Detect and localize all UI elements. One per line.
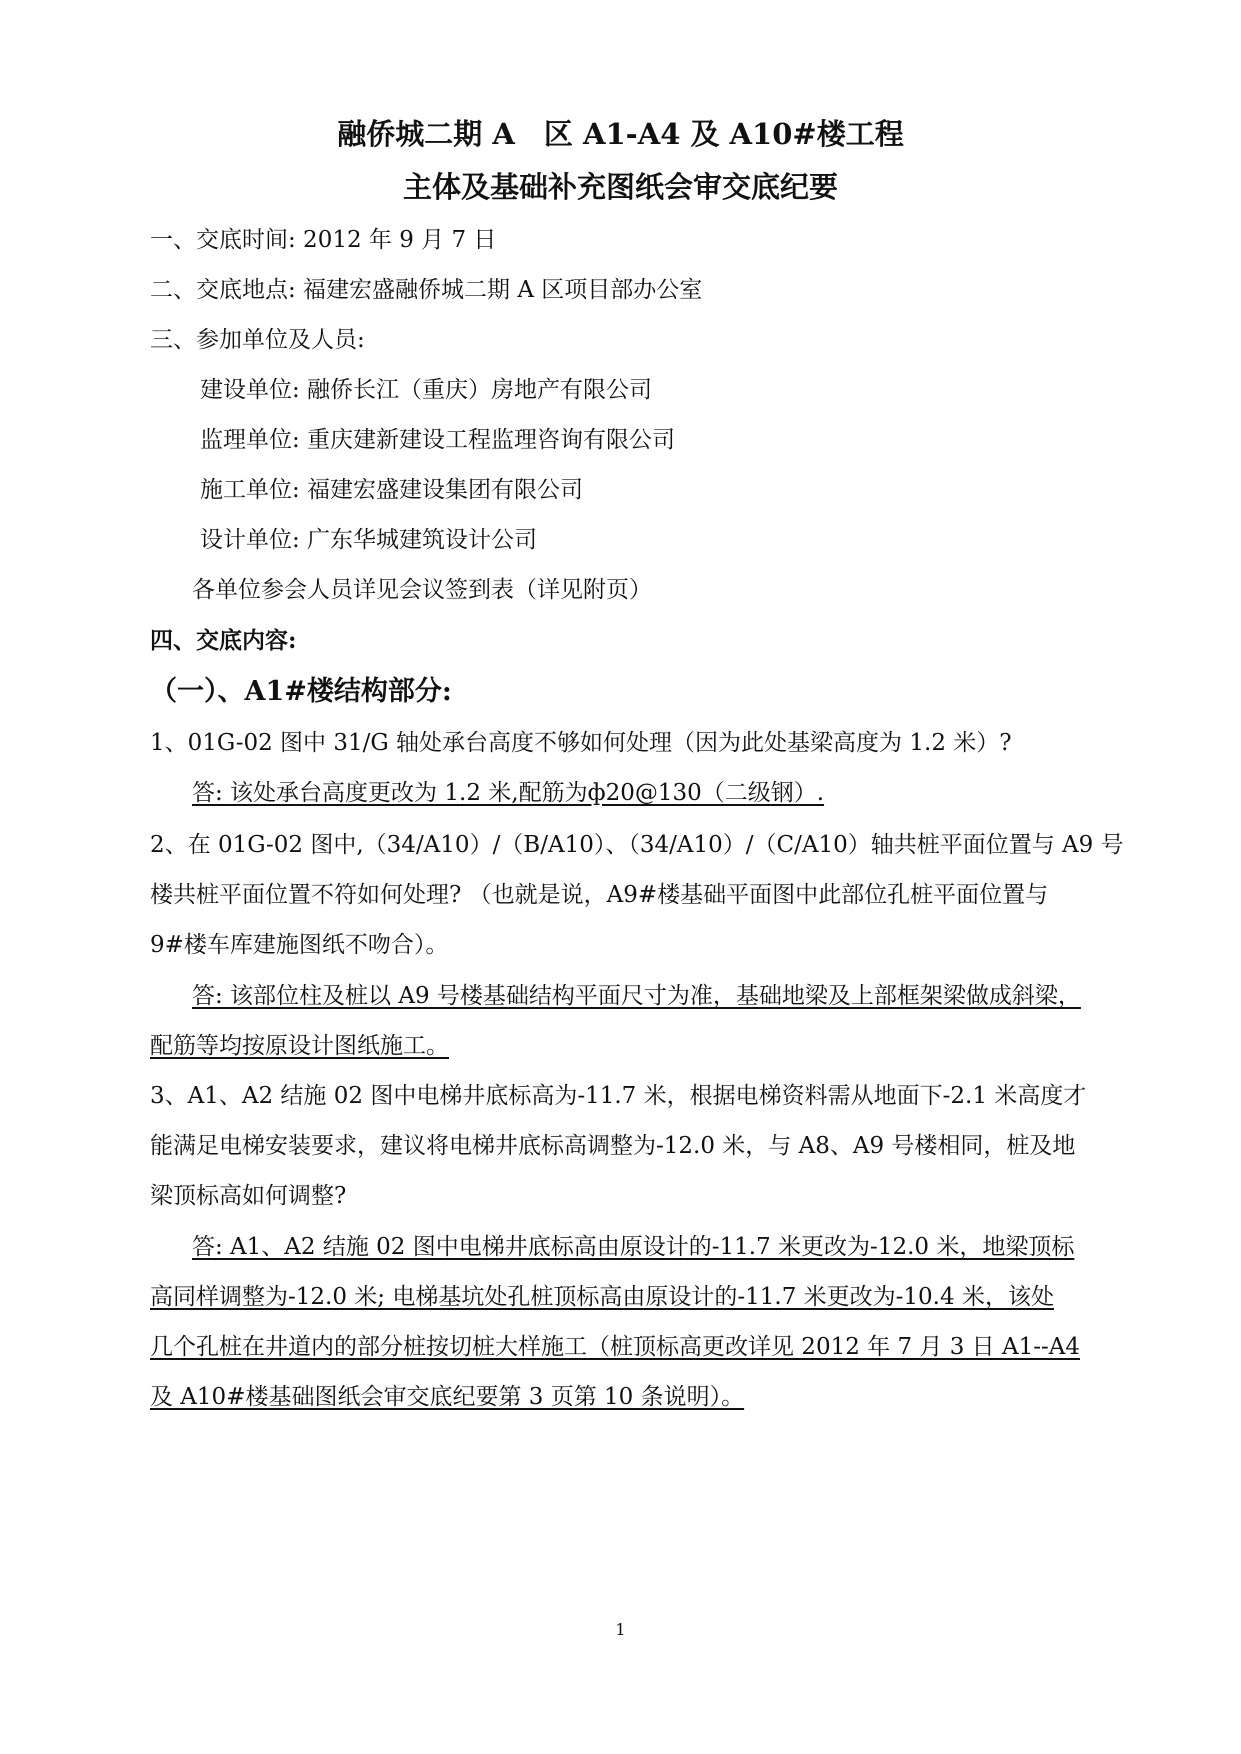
item-3-answer-line-4: 及 A10#楼基础图纸会审交底纪要第 3 页第 10 条说明）。 [150,1384,745,1410]
item-3-question-line-2: 能满足电梯安装要求，建议将电梯井底标高调整为-12.0 米，与 A8、A9 号楼相同，桩及地 [150,1133,1076,1159]
content-heading: 四、交底内容: [150,627,297,654]
item-2-answer-line-1: 答: 该部位柱及桩以 A9 号楼基础结构平面尺寸为准，基础地梁及上部框架梁做成斜梁， [192,983,1081,1009]
item-1-question: 1、01G-02 图中 31/G 轴处承台高度不够如何处理（因为此处基梁高度为 1.2 米）? [150,730,1012,756]
item-3-answer-line-2: 高同样调整为-12.0 米; 电梯基坑处孔桩顶标高由原设计的-11.7 米更改为-10.4 米，该处 [150,1284,1054,1310]
item-1-answer: 答: 该处承台高度更改为 1.2 米,配筋为ф20@130（二级钢）. [192,780,825,806]
document-title: 融侨城二期 A 区 A1-A4 及 A10#楼工程 [337,117,904,151]
item-2-question-line-3: 9#楼车库建施图纸不吻合）。 [150,932,449,958]
item-2-question-line-1: 2、在 01G-02 图中,（34/A10）/（B/A10）、（34/A10）/（C/A10）轴共桩平面位置与 A9 号 [150,832,1124,858]
section-heading: （一）、A1#楼结构部分: [150,676,452,707]
document-subtitle: 主体及基础补充图纸会审交底纪要 [402,170,838,204]
unit-contractor: 施工单位: 福建宏盛建设集团有限公司 [200,477,584,503]
item-3-answer-line-1: 答: A1、A2 结施 02 图中电梯井底标高由原设计的-11.7 米更改为-12.0 米，地梁顶标 [192,1234,1075,1260]
item-3-question-line-3: 梁顶标高如何调整? [150,1183,347,1209]
item-3-question-line-1: 3、A1、A2 结施 02 图中电梯井底标高为-11.7 米，根据电梯资料需从地面下-2.1 米高度才 [150,1083,1087,1109]
participants-heading: 三、参加单位及人员: [150,327,365,353]
item-2-answer-line-2: 配筋等均按原设计图纸施工。 [150,1033,449,1059]
unit-designer: 设计单位: 广东华城建筑设计公司 [200,527,538,553]
item-2-question-line-2: 楼共桩平面位置不符如何处理? （也就是说，A9#楼基础平面图中此部位孔桩平面位置与 [150,882,1049,908]
unit-supervisor: 监理单位: 重庆建新建设工程监理咨询有限公司 [200,427,676,453]
item-3-answer-line-3: 几个孔桩在井道内的部分桩按切桩大样施工（桩顶标高更改详见 2012 年 7 月 3 日 A1--A4 [150,1334,1081,1360]
attendance-note: 各单位参会人员详见会议签到表（详见附页） [192,577,652,603]
page-number: 1 [615,1620,626,1639]
meeting-time: 一、交底时间: 2012 年 9 月 7 日 [150,227,497,253]
unit-owner: 建设单位: 融侨长江（重庆）房地产有限公司 [200,377,653,403]
meeting-place: 二、交底地点: 福建宏盛融侨城二期 A 区项目部办公室 [150,277,703,303]
